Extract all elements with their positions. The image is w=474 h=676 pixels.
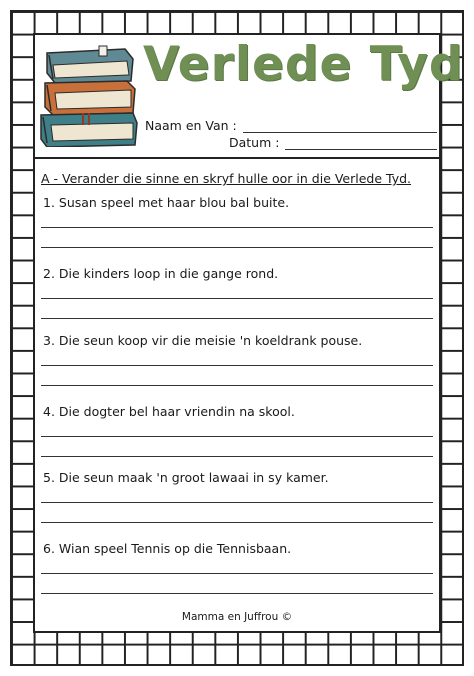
- book-top: [47, 46, 133, 83]
- question-4: 4. Die dogter bel haar vriendin na skool.: [43, 404, 295, 419]
- date-blank-line[interactable]: [285, 137, 437, 150]
- name-label: Naam en Van :: [145, 118, 237, 133]
- name-field[interactable]: [145, 115, 437, 133]
- header-divider: [35, 157, 439, 159]
- footer-credit: Mamma en Juffrou ©: [181, 611, 293, 623]
- answer-line[interactable]: [41, 247, 433, 248]
- question-1: 1. Susan speel met haar blou bal buite.: [43, 195, 290, 210]
- book-bottom: [41, 113, 137, 147]
- section-heading: A - Verander die sinne en skryf hulle oor in die Verlede Tyd.: [41, 171, 412, 186]
- answer-line[interactable]: [41, 593, 433, 594]
- answer-line[interactable]: [41, 456, 433, 457]
- answer-line[interactable]: [41, 227, 433, 228]
- answer-line[interactable]: [41, 298, 433, 299]
- date-label: Datum :: [229, 135, 280, 150]
- answer-line[interactable]: [41, 365, 433, 366]
- stack-of-books-icon: [39, 43, 139, 147]
- question-2: 2. Die kinders loop in die gange rond.: [43, 266, 279, 281]
- answer-line[interactable]: [41, 318, 433, 319]
- book-middle: [45, 81, 135, 115]
- answer-line[interactable]: [41, 502, 433, 503]
- answer-line[interactable]: [41, 385, 433, 386]
- page-title: Verlede Tyd: [143, 37, 464, 92]
- answer-line[interactable]: [41, 436, 433, 437]
- question-6: 6. Wian speel Tennis op die Tennisbaan.: [43, 541, 292, 556]
- question-3: 3. Die seun koop vir die meisie 'n koeldrank pouse.: [43, 333, 363, 348]
- worksheet: [33, 33, 464, 633]
- answer-line[interactable]: [41, 522, 433, 523]
- answer-line[interactable]: [41, 573, 433, 574]
- question-5: 5. Die seun maak 'n groot lawaai in sy kamer.: [43, 470, 329, 485]
- date-field[interactable]: [145, 132, 437, 150]
